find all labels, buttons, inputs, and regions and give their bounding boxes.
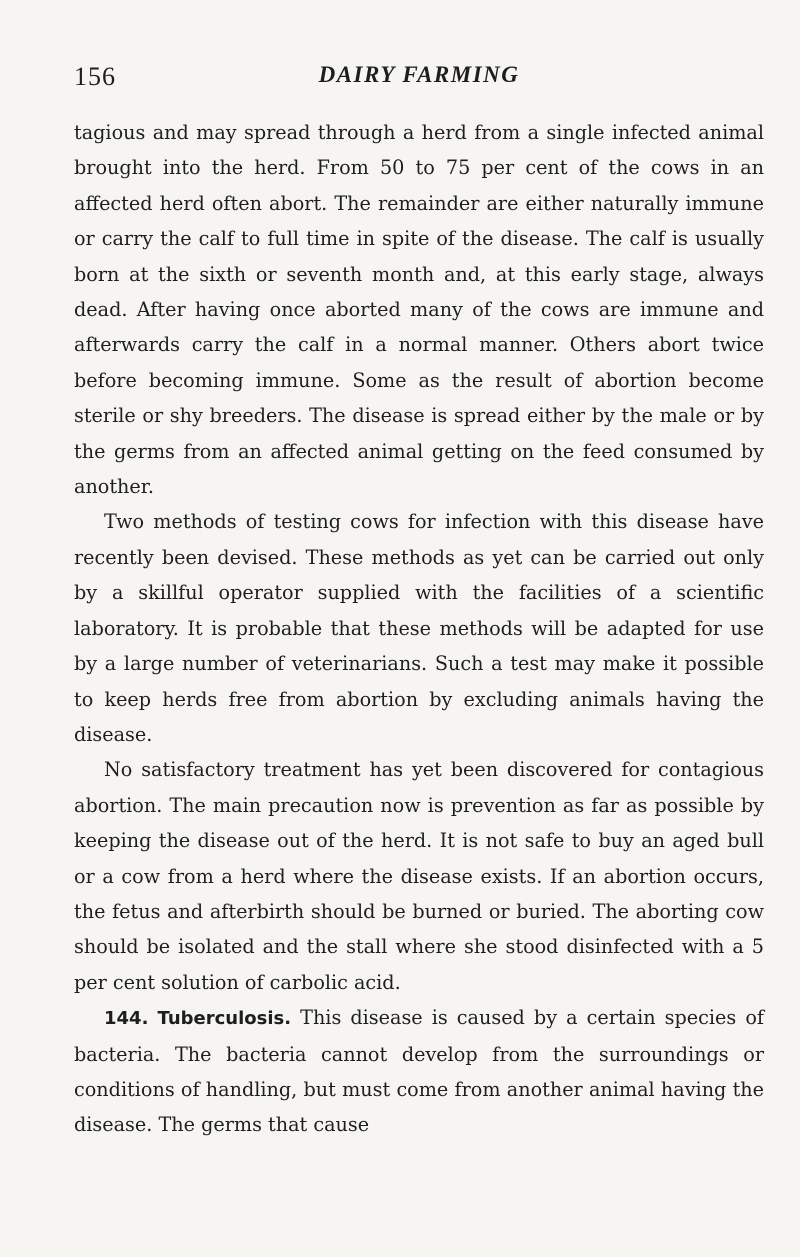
section-tuberculosis (74, 1000, 764, 1143)
running-head (74, 62, 764, 98)
book-page (74, 62, 764, 1143)
paragraph-treatment: No satisfactory treatment has yet been discovered for contagious abortion. The main precaution now is prevention as far as possible by keeping the disease out of the herd. It is not safe to buy an aged bull or a cow from a herd where the disease exists. If an abortion occurs, the fetus and afterbirth should be burned or buried. The aborting cow should be isolated and the stall where she stood disinfected with a 5 per cent solution of carbolic acid. (74, 758, 764, 994)
paragraph-testing-methods: Two methods of testing cows for infection with this disease have recently been devised. These methods as yet can be carried out only by a skillful operator supplied with the facilities of a scientific laboratory. It is probable that these methods will be adapted for use by a large number of veterinarians. Such a test may make it possible to keep herds free from abortion by excluding animals having the disease. (74, 510, 764, 746)
page-number: 156 (74, 62, 116, 91)
section-number: 144. (104, 1008, 149, 1030)
paragraph-continuation: tagious and may spread through a herd from a single infected animal brought into the herd. From 50 to 75 per cent of the cows in an affected herd often abort. The remainder are either naturally immune or carry the calf to full time in spite of the disease. The calf is usually born at the sixth or seventh month and, at this early stage, always dead. After having once aborted many of the cows are immune and afterwards carry the calf in a normal manner. Others abort twice before becoming immune. Some as the result of abortion become sterile or shy breeders. The disease is spread either by the male or by the germs from an affected animal getting on the feed consumed by another. (74, 121, 764, 499)
running-title: DAIRY FARMING (318, 62, 520, 87)
section-text: This disease is caused by a certain species of bacteria. The bacteria cannot develop from the surroundings or conditions of handling, but must come from another animal having the disease. The germs that cause (74, 1006, 764, 1137)
section-title: Tuberculosis. (157, 1008, 292, 1030)
body-text (74, 115, 764, 1143)
